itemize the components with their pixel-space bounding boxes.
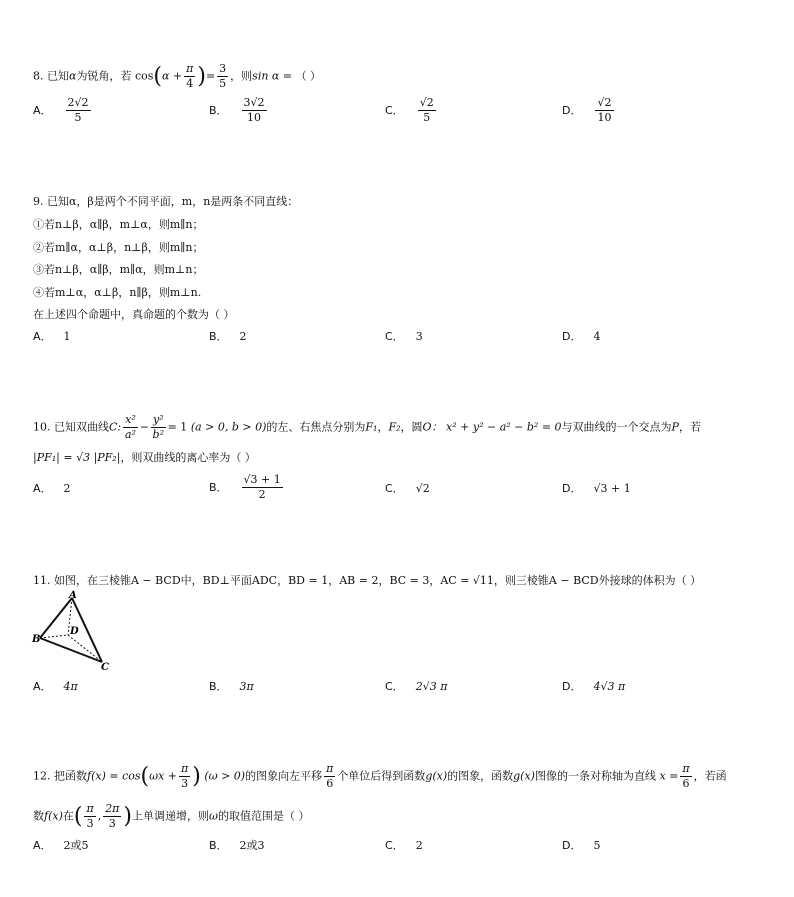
q11-option-b[interactable]: B． 3π [209,680,254,693]
q9-option-d[interactable]: D． 4 [562,330,601,343]
q8-stem-text-a: 8. 已知 [33,69,69,83]
q8-alpha: α [69,69,77,83]
q8-pi-over-4: $\frac{\pi}{4}$ [186,62,194,90]
q11-option-a[interactable]: A． 4π [33,680,78,693]
q10-ratio-expr: |PF₁| = √3 |PF₂| [33,451,121,464]
q10-stem-line2: |PF₁| = √3 |PF₂|，则双曲线的离心率为（ ） [33,451,256,464]
q9-item-1: ①若n⊥β，α∥β，m⊥α，则m∥n； [33,218,204,231]
q9-item-2: ②若m∥α，α⊥β，n⊥β，则m∥n； [33,241,204,254]
edge-ab [40,598,72,638]
q8-eq: = [205,69,216,83]
q9-ask: 在上述四个命题中，真命题的个数为（ ） [33,308,235,321]
q8-option-d[interactable]: D． $\frac{√2}{10}$ [562,96,612,124]
q9-option-c[interactable]: C． 3 [385,330,423,343]
q11-option-d[interactable]: D． 4√3 π [562,680,626,693]
vertex-c: C [101,662,109,673]
tetrahedron-figure [30,590,115,675]
q8-stem-text-c: ，则 [230,69,253,83]
q12-stem-line2: 数f(x)在( $\frac{\pi}{3}$ , $\frac{2\pi}{3}$ )上单调递增，则ω的取值范围是（ ） [33,802,310,830]
q8-sin-expr: sin α = [252,69,293,83]
q12-option-b[interactable]: B． 2或3 [209,839,265,852]
q10-option-b[interactable]: B． $\frac{√3 + 1}{2}$ [209,473,281,501]
q8-option-a[interactable]: A． $\frac{2√2}{5}$ [33,96,89,124]
q9-option-b[interactable]: B． 2 [209,330,247,343]
q10-circle-equation: x² + y² − a² − b² = 0 [446,420,562,434]
q12-option-d[interactable]: D． 5 [562,839,601,852]
q9-stem: 9. 已知α，β是两个不同平面，m，n是两条不同直线： [33,195,299,208]
q8-cos: cos [134,69,154,83]
q10-option-d[interactable]: D． √3 + 1 [562,482,631,495]
edge-bd [40,635,68,638]
q9-item-3: ③若n⊥β，α∥β，m∥α，则m⊥n； [33,263,204,276]
q8-option-b[interactable]: B． $\frac{3√2}{10}$ [209,96,265,124]
q12-stem: 12. 把函数f(x) = cos(ωx + $\frac{\pi}{3}$ ) (ω > 0)的图象向左平移 $\frac{\pi}{6}$ 个单位后得到函数g(x)的图象，函数g(x)图像的一条对称轴为直线 x = $\frac{\pi}{6}$ ，若函 [33,762,727,790]
vertex-d: D [70,626,79,637]
q9-item-4: ④若m⊥α，α⊥β，n∥β，则m⊥n. [33,286,202,299]
q10-stem: 10. 已知双曲线C: $\frac{\text{x²}}{\text{a²}}$ − $\frac{\text{y²}}{\text{b²}}$ = 1 (a > 0, b > 0)的左、右焦点分别为F₁，F₂，圆O： x² + y² − a² − b² = 0与双曲线的一个交点为P，若 [33,413,701,441]
q9-option-a[interactable]: A． 1 [33,330,71,343]
vertex-b: B [32,634,41,645]
q8-stem-text-b: 为锐角，若 [76,69,132,83]
q10-option-a[interactable]: A． 2 [33,482,71,495]
q12-option-c[interactable]: C． 2 [385,839,423,852]
q10-condition: (a > 0, b > 0) [190,420,267,434]
vertex-a: A [69,590,77,601]
q8-paren-blank: （ ） [295,69,322,83]
edge-dc [68,635,102,662]
q11-option-c[interactable]: C． 2√3 π [385,680,448,693]
q11-stem: 11. 如图，在三棱锥A − BCD中，BD⊥平面ADC，BD = 1，AB = 2，BC = 3，AC = √11，则三棱锥A − BCD外接球的体积为（ ） [33,574,702,587]
q8-stem: 8. 已知α为锐角，若 cos(α + $\frac{\pi}{4}$ )= $\frac{3}{5}$ ，则sin α = （ ） [33,62,322,90]
q8-3-over-5: $\frac{3}{5}$ [219,62,227,90]
q8-option-c[interactable]: C． $\frac{√2}{5}$ [385,96,434,124]
q10-option-c[interactable]: C． √2 [385,482,430,495]
q12-option-a[interactable]: A． 2或5 [33,839,89,852]
q8-cos-arg: α + [161,69,183,83]
